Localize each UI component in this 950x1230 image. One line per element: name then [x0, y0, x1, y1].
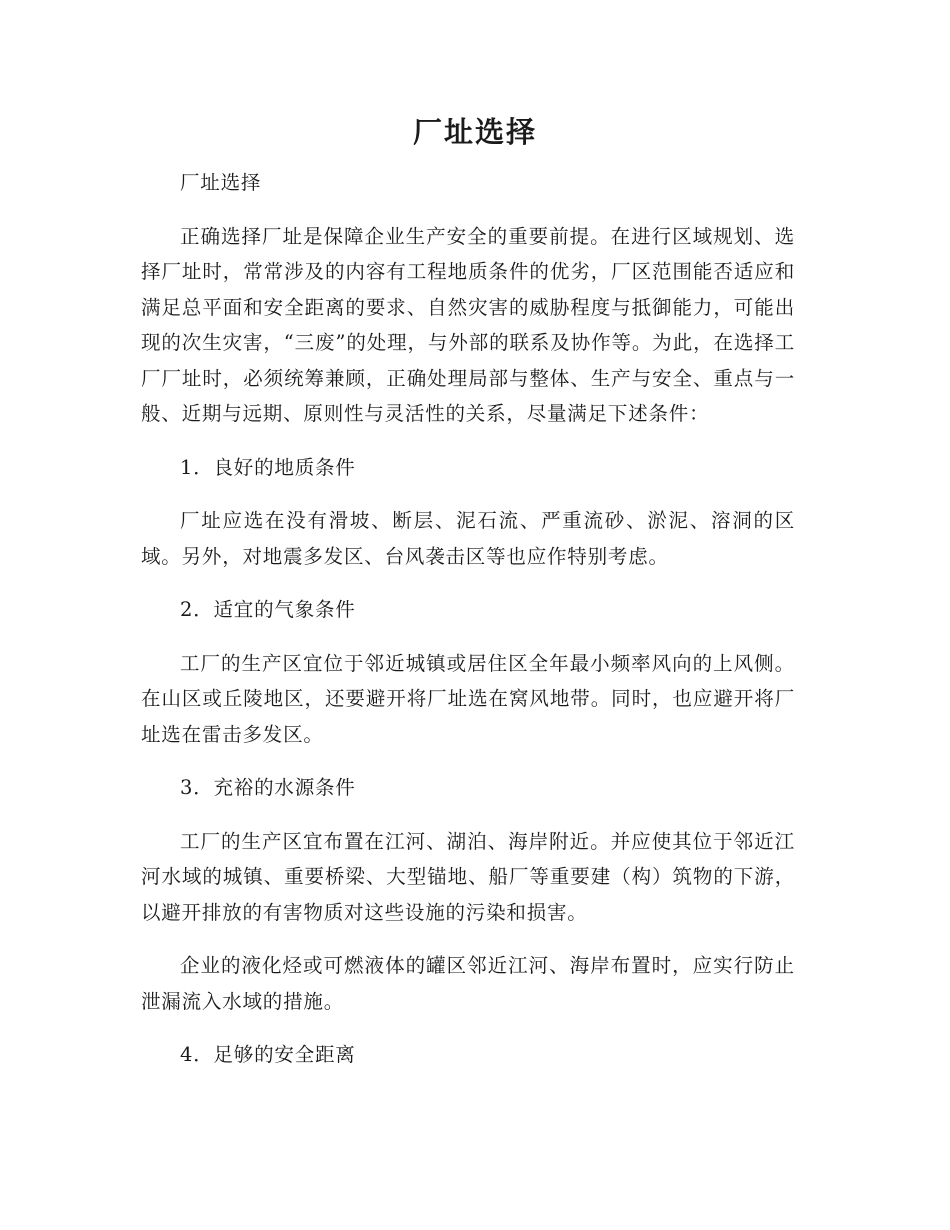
section-3-heading: 3．充裕的水源条件: [180, 776, 356, 799]
section-3-paragraph-1: 工厂的生产区宜布置在江河、湖泊、海岸附近。并应使其位于邻近江河水域的城镇、重要桥梁、大型锚地、船厂等重要建（构）筑物的下游，以避开排放的有害物质对这些设施的污染和损害。: [141, 829, 795, 924]
section-3-paragraph-2: 企业的液化烃或可燃液体的罐区邻近江河、海岸布置时，应实行防止泄漏流入水域的措施。: [141, 954, 795, 1013]
section-2-heading: 2．适宜的气象条件: [180, 598, 356, 621]
section-2-paragraph: 工厂的生产区宜位于邻近城镇或居住区全年最小频率风向的上风侧。在山区或丘陵地区，还要避开将厂址选在窝风地带。同时，也应避开将厂址选在雷击多发区。: [141, 651, 795, 746]
document-subtitle: 厂址选择: [180, 171, 262, 194]
document-body: [141, 165, 795, 1091]
document-title: 厂址选择: [412, 115, 537, 149]
section-1-paragraph: 厂址应选在没有滑坡、断层、泥石流、严重流砂、淤泥、溶洞的区域。另外，对地震多发区、台风袭击区等也应作特别考虑。: [141, 509, 795, 568]
section-4-heading: 4．足够的安全距离: [180, 1043, 356, 1066]
intro-paragraph: 正确选择厂址是保障企业生产安全的重要前提。在进行区域规划、选择厂址时，常常涉及的内容有工程地质条件的优劣，厂区范围能否适应和满足总平面和安全距离的要求、自然灾害的威胁程度与抵御能力，可能出现的次生灾害，“三废”的处理，与外部的联系及协作等。为此，在选择工厂厂址时，必须统筹兼顾，正确处理局部与整体、生产与安全、重点与一般、近期与远期、原则性与灵活性的关系，尽量满足下述条件：: [141, 224, 795, 425]
section-1-heading: 1．良好的地质条件: [180, 455, 356, 479]
